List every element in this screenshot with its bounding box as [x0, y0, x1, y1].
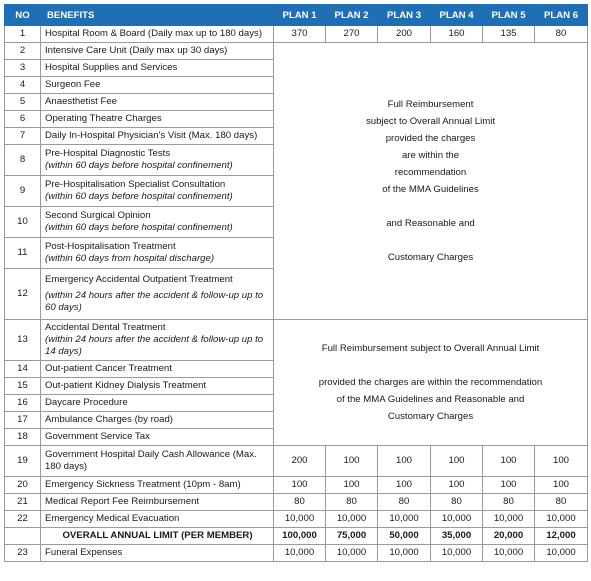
plan-3-value: 100 [378, 446, 431, 477]
benefit-note: (within 24 hours after the accident & follow-up up to 14 days) [45, 334, 264, 357]
row-number: 19 [5, 446, 41, 477]
benefit-name: Government Service Tax [41, 429, 274, 446]
reimbursement-line: Full Reimbursement subject to Overall Annual Limit [321, 343, 540, 354]
header-plan-1: PLAN 1 [274, 5, 326, 26]
reimbursement-line: are within the [401, 150, 460, 161]
plan-6-value: 10,000 [535, 511, 588, 528]
benefit-name: Anaesthetist Fee [41, 94, 274, 111]
row-number: 23 [5, 545, 41, 562]
plan-3-value: 200 [378, 26, 431, 43]
reimbursement-line: provided the charges are within the recommendation [318, 377, 543, 388]
full-reimbursement-note-b [274, 320, 588, 446]
table-row [5, 43, 588, 60]
benefit-name: Daycare Procedure [41, 395, 274, 412]
row-number: 20 [5, 477, 41, 494]
row-number: 2 [5, 43, 41, 60]
benefit-cell [41, 238, 274, 269]
row-number: 17 [5, 412, 41, 429]
header-no: NO [5, 5, 41, 26]
row-number: 7 [5, 128, 41, 145]
plan-2-value: 75,000 [326, 528, 378, 545]
benefit-note: (within 60 days before hospital confinement) [45, 222, 233, 233]
plan-5-value: 135 [483, 26, 535, 43]
plan-1-value: 370 [274, 26, 326, 43]
header-plan-4: PLAN 4 [431, 5, 483, 26]
reimbursement-line: of the MMA Guidelines and Reasonable and [336, 394, 525, 405]
reimbursement-line: provided the charges [385, 133, 476, 144]
reimbursement-line: and Reasonable and [386, 218, 475, 229]
table-header-row [5, 5, 588, 26]
table-row [5, 320, 588, 361]
benefit-name: Emergency Medical Evacuation [41, 511, 274, 528]
row-number: 15 [5, 378, 41, 395]
benefit-name: Emergency Accidental Outpatient Treatment [45, 274, 233, 285]
benefit-note: (within 60 days from hospital discharge) [45, 253, 215, 264]
benefit-name: OVERALL ANNUAL LIMIT (PER MEMBER) [41, 528, 274, 545]
row-number: 5 [5, 94, 41, 111]
plan-1-value: 200 [274, 446, 326, 477]
row-number: 14 [5, 361, 41, 378]
benefit-name: Out-patient Cancer Treatment [41, 361, 274, 378]
benefit-name: Surgeon Fee [41, 77, 274, 94]
plan-2-value: 80 [326, 494, 378, 511]
reimbursement-line: recommendation [394, 167, 467, 178]
reimbursement-line: of the MMA Guidelines [382, 184, 479, 195]
benefit-name: Hospital Room & Board (Daily max up to 180 days) [41, 26, 274, 43]
plan-1-value: 100,000 [274, 528, 326, 545]
row-number: 9 [5, 176, 41, 207]
benefit-name: Funeral Expenses [41, 545, 274, 562]
benefit-name: Medical Report Fee Reimbursement [41, 494, 274, 511]
table-row [5, 477, 588, 494]
plan-5-value: 20,000 [483, 528, 535, 545]
header-benefits: BENEFITS [41, 5, 274, 26]
plan-2-value: 10,000 [326, 545, 378, 562]
benefit-name: Post-Hospitalisation Treatment [45, 241, 176, 252]
row-number: 21 [5, 494, 41, 511]
plan-6-value: 80 [535, 26, 588, 43]
table-row [5, 511, 588, 528]
plan-3-value: 50,000 [378, 528, 431, 545]
plan-5-value: 10,000 [483, 545, 535, 562]
row-number: 10 [5, 207, 41, 238]
benefit-name: Second Surgical Opinion [45, 210, 151, 221]
row-number: 22 [5, 511, 41, 528]
table-row [5, 26, 588, 43]
row-number: 12 [5, 269, 41, 320]
row-number: 1 [5, 26, 41, 43]
plan-3-value: 80 [378, 494, 431, 511]
reimbursement-line: subject to Overall Annual Limit [365, 116, 496, 127]
plan-1-value: 100 [274, 477, 326, 494]
benefit-name: Daily In-Hospital Physician's Visit (Max. 180 days) [41, 128, 274, 145]
plan-6-value: 12,000 [535, 528, 588, 545]
benefit-name: Out-patient Kidney Dialysis Treatment [41, 378, 274, 395]
benefit-cell [41, 176, 274, 207]
benefit-name: Hospital Supplies and Services [41, 60, 274, 77]
benefit-name: Emergency Sickness Treatment (10pm - 8am) [41, 477, 274, 494]
plan-6-value: 80 [535, 494, 588, 511]
row-number: 16 [5, 395, 41, 412]
plan-2-value: 10,000 [326, 511, 378, 528]
plan-6-value: 100 [535, 477, 588, 494]
row-number: 11 [5, 238, 41, 269]
plan-4-value: 160 [431, 26, 483, 43]
plan-4-value: 100 [431, 446, 483, 477]
reimbursement-line: Full Reimbursement [387, 99, 474, 110]
benefit-cell [41, 269, 274, 320]
plan-2-value: 100 [326, 446, 378, 477]
plan-4-value: 80 [431, 494, 483, 511]
row-number: 3 [5, 60, 41, 77]
header-plan-6: PLAN 6 [535, 5, 588, 26]
benefit-note: (within 24 hours after the accident & follow-up up to 60 days) [45, 290, 264, 313]
table-row [5, 494, 588, 511]
header-plan-3: PLAN 3 [378, 5, 431, 26]
header-plan-5: PLAN 5 [483, 5, 535, 26]
plan-5-value: 80 [483, 494, 535, 511]
full-reimbursement-note-a [274, 43, 588, 320]
plan-5-value: 100 [483, 446, 535, 477]
benefit-cell [41, 320, 274, 361]
benefit-name: Intensive Care Unit (Daily max up 30 days) [41, 43, 274, 60]
row-number: 18 [5, 429, 41, 446]
total-row [5, 528, 588, 545]
plan-1-value: 10,000 [274, 511, 326, 528]
row-number: 4 [5, 77, 41, 94]
plan-5-value: 10,000 [483, 511, 535, 528]
benefit-name: Ambulance Charges (by road) [41, 412, 274, 429]
plan-2-value: 100 [326, 477, 378, 494]
plan-4-value: 10,000 [431, 545, 483, 562]
benefit-name: Operating Theatre Charges [41, 111, 274, 128]
reimbursement-line: Customary Charges [387, 252, 474, 263]
row-number: 8 [5, 145, 41, 176]
table-row [5, 545, 588, 562]
header-plan-2: PLAN 2 [326, 5, 378, 26]
benefit-note: (within 60 days before hospital confinement) [45, 160, 233, 171]
plan-2-value: 270 [326, 26, 378, 43]
benefit-name: Government Hospital Daily Cash Allowance (Max. 180 days) [41, 446, 274, 477]
plan-6-value: 10,000 [535, 545, 588, 562]
benefit-name: Pre-Hospitalisation Specialist Consultation [45, 179, 226, 190]
plan-1-value: 80 [274, 494, 326, 511]
plan-6-value: 100 [535, 446, 588, 477]
plan-4-value: 100 [431, 477, 483, 494]
benefit-cell [41, 207, 274, 238]
row-number: 13 [5, 320, 41, 361]
plan-3-value: 10,000 [378, 511, 431, 528]
plan-3-value: 100 [378, 477, 431, 494]
plan-1-value: 10,000 [274, 545, 326, 562]
benefits-table [4, 4, 588, 562]
plan-4-value: 10,000 [431, 511, 483, 528]
reimbursement-line: Customary Charges [387, 411, 474, 422]
row-number: 6 [5, 111, 41, 128]
plan-5-value: 100 [483, 477, 535, 494]
benefit-name: Accidental Dental Treatment [45, 322, 166, 333]
plan-4-value: 35,000 [431, 528, 483, 545]
table-row [5, 446, 588, 477]
benefit-cell [41, 145, 274, 176]
benefit-name: Pre-Hospital Diagnostic Tests [45, 148, 171, 159]
row-number [5, 528, 41, 545]
benefit-note: (within 60 days before hospital confinement) [45, 191, 233, 202]
plan-3-value: 10,000 [378, 545, 431, 562]
